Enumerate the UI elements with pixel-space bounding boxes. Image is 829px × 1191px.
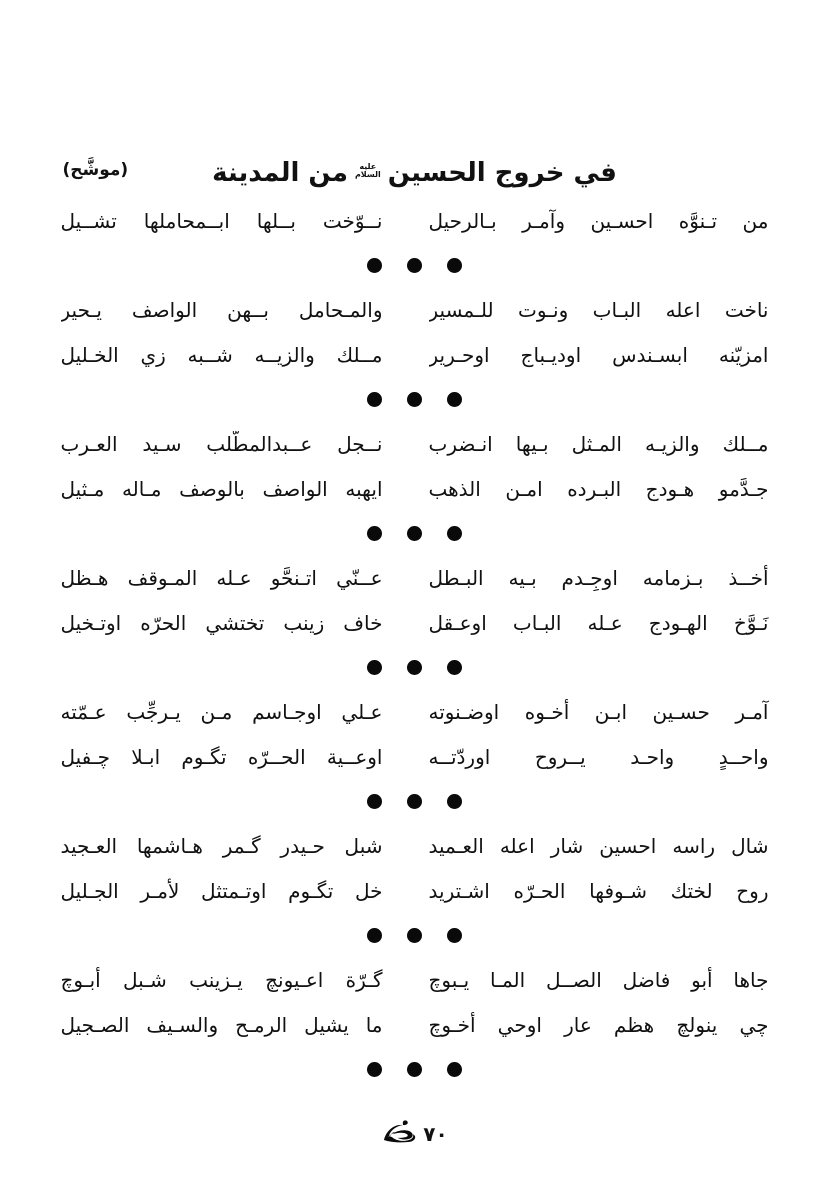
poem-title-post: من المدينة	[212, 158, 348, 188]
separator-dot-icon	[367, 1062, 382, 1077]
verse-row	[61, 332, 769, 377]
separator-dot-icon	[407, 258, 422, 273]
hemistich-left: مــلك والزيــه شــبه زي الخـليل	[60, 342, 383, 367]
poem-title	[212, 158, 617, 188]
hemistich-left: ايهبه الواصف بالوصف مـاله مـثيل	[60, 476, 383, 501]
verse-row	[61, 689, 769, 734]
verse-row	[61, 823, 769, 868]
hemistich-right: مــلك والزيـه المـثل بـيها انـضرب	[428, 431, 769, 456]
hemistich-left: عــنّي اتـنحَّو عـله المـوقف هـظل	[60, 565, 383, 590]
verse-row	[61, 421, 769, 466]
separator-dot-icon	[447, 660, 462, 675]
hemistich-right: جاها أبو فاضل الصــل المـا يـبوچ	[428, 967, 769, 992]
hemistich-right: جـدَّمو هـودج البـرده امـن الذهب	[428, 476, 769, 501]
hemistich-left: ما يشيل الرمـح والسـيف الصـجيل	[60, 1012, 383, 1037]
hemistich-left: عـلي اوجـاسم مـن يـرجِّب عـمّته	[60, 699, 383, 724]
stanza-separator-dots	[61, 511, 769, 555]
header	[61, 148, 769, 198]
stanza-separator-dots	[61, 243, 769, 287]
separator-dot-icon	[447, 526, 462, 541]
separator-dot-icon	[407, 1062, 422, 1077]
page-footer	[61, 1117, 769, 1151]
separator-dot-icon	[447, 258, 462, 273]
hemistich-right: شال راسه احسين شار اعله العـميد	[428, 833, 769, 858]
honorific-line1: عليه	[359, 161, 377, 171]
stanza-separator-dots	[61, 645, 769, 689]
calligraphic-flourish-icon	[381, 1117, 421, 1151]
separator-dot-icon	[447, 1062, 462, 1077]
separator-dot-icon	[407, 660, 422, 675]
separator-dot-icon	[367, 928, 382, 943]
hemistich-right: آمـر حسـين ابـن أخـوه اوضـنوته	[428, 699, 769, 724]
separator-dot-icon	[407, 794, 422, 809]
separator-dot-icon	[407, 928, 422, 943]
hemistich-left: گـرّة اعـيونچ يـزينب شـبل أبـوچ	[60, 967, 383, 992]
separator-dot-icon	[407, 526, 422, 541]
hemistich-left: خل تگـوم اوتـمتثل لأمـر الجـليل	[60, 878, 383, 903]
separator-dot-icon	[367, 794, 382, 809]
separator-dot-icon	[367, 660, 382, 675]
page-content	[61, 0, 769, 1151]
verse-row	[61, 734, 769, 779]
alayhis-salam-honorific-icon	[355, 163, 381, 180]
verse-row	[61, 600, 769, 645]
hemistich-right: من تـنوَّه احسـين وآمـر بـالرحيل	[428, 208, 769, 233]
hemistich-left: اوعــية الحــرّه تگـوم ابـلا چـفيل	[60, 744, 383, 769]
stanza-separator-dots	[61, 913, 769, 957]
separator-dot-icon	[447, 794, 462, 809]
honorific-line2: السلام	[354, 170, 381, 179]
separator-dot-icon	[367, 392, 382, 407]
hemistich-left: خاف زينب تختشي الحرّه اوتـخيل	[60, 610, 383, 635]
page-number: ٧٠	[423, 1122, 448, 1146]
hemistich-left: والمـحامل بــهن الواصف يـحير	[60, 297, 383, 322]
verse-row	[61, 466, 769, 511]
stanza-separator-dots	[61, 779, 769, 823]
stanza-separator-dots	[61, 377, 769, 421]
poem-form-label: (موشَّح)	[62, 160, 129, 180]
verse-row	[61, 198, 769, 243]
verse-row	[61, 1002, 769, 1047]
separator-dot-icon	[447, 928, 462, 943]
hemistich-right: امزيّنه ابسـندس اوديـباج اوحـرير	[428, 342, 769, 367]
separator-dot-icon	[367, 526, 382, 541]
verse-row	[61, 868, 769, 913]
hemistich-right: چي ينولچ هظم عار اوحي أخـوچ	[428, 1012, 769, 1037]
hemistich-left: نــجل عــبدالمطَّلب سـيد العـرب	[60, 431, 383, 456]
separator-dot-icon	[407, 392, 422, 407]
stanza-separator-dots	[61, 1047, 769, 1091]
hemistich-left: نــوّخت بــلها ابــمحاملها تشــيل	[60, 208, 383, 233]
hemistich-right: أخــذ بـزمامه اوجِـدم بـيه البـطل	[428, 565, 769, 590]
hemistich-left: شبل حـيدر گـمر هـاشمها العـجيد	[60, 833, 383, 858]
verse-row	[61, 957, 769, 1002]
hemistich-right: نَـوَّخ الهـودج عـله البـاب اوعـقل	[428, 610, 769, 635]
verse-row	[61, 287, 769, 332]
hemistich-right: ناخت اعله البـاب ونـوت للـمسير	[428, 297, 769, 322]
separator-dot-icon	[367, 258, 382, 273]
separator-dot-icon	[447, 392, 462, 407]
poem-title-pre: في خروج الحسين	[387, 158, 617, 188]
verse-row	[61, 555, 769, 600]
hemistich-right: روح لختك شـوفها الحـرّه اشـتريد	[428, 878, 769, 903]
hemistich-right: واحــدٍ واحـد يــروح اوردّتــه	[428, 744, 769, 769]
